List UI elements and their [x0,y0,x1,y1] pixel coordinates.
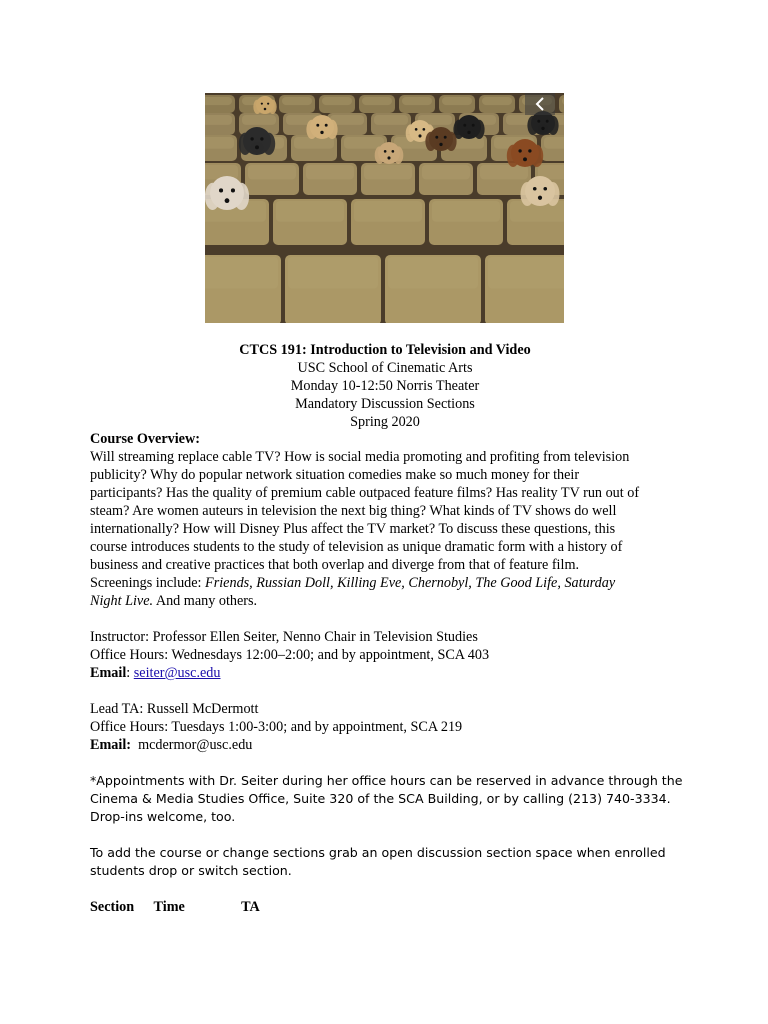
instructor-email-link[interactable]: seiter@usc.edu [133,665,221,681]
course-title: CTCS 191: Introduction to Television and Video [239,342,531,358]
theater-seat [279,95,315,113]
theater-seat [291,135,337,161]
instructor-email-line [90,664,690,682]
theater-seat [273,199,347,245]
theater-seat [205,95,235,113]
add-course-line: To add the course or change sections grab an open discussion section space when enrolled [90,845,666,860]
theater-seat [439,95,475,113]
ta-email: mcdermor@usc.edu [138,737,253,753]
theater-dogs-photo [205,93,564,323]
overview-line: publicity? Why do popular network situation comedies make so much money for their [90,467,580,483]
discussion-sections: Mandatory Discussion Sections [295,396,475,412]
add-course-line: students drop or switch section. [90,863,292,878]
theater-seat [359,95,395,113]
theater-seat [205,113,235,135]
theater-seat [319,95,355,113]
overview-line: participants? Has the quality of premium cable outpaced feature films? Has reality TV run out of [90,485,640,501]
theater-seat [385,255,481,323]
col-time: Time [153,899,185,915]
col-ta: TA [241,899,260,915]
theater-seat [507,199,564,245]
chevron-left-icon[interactable] [525,93,555,115]
theater-seat [541,135,564,161]
instructor-office-hours: Office Hours: Wednesdays 12:00–2:00; and by appointment, SCA 403 [90,647,490,663]
col-section: Section [90,899,135,915]
theater-seat [479,95,515,113]
email-label: Email [90,665,127,681]
ta-email-label: Email: [90,737,131,753]
school-name: USC School of Cinematic Arts [297,360,473,376]
theater-seat [419,163,473,195]
theater-seat [205,135,237,161]
instructor-line: Instructor: Professor Ellen Seiter, Nenno Chair in Television Studies [90,629,478,645]
appointments-line: Cinema & Media Studies Office, Suite 320 of the SCA Building, or by calling (213) 740-3334. [90,791,671,806]
overview-line: business and creative practices that both overlap and diverge from that of feature film. [90,557,580,573]
theater-seat [285,255,381,323]
appointments-line: Drop-ins welcome, too. [90,809,236,824]
overview-line: course introduces students to the study of television as unique dramatic form with a history of [90,539,623,555]
appointments-line: *Appointments with Dr. Seiter during her office hours can be reserved in advance through the [90,773,683,788]
theater-seat [205,255,281,323]
theater-seat [399,95,435,113]
theater-seat [371,113,411,135]
course-schedule: Monday 10-12:50 Norris Theater [290,378,480,394]
theater-seat [559,95,564,113]
overview-line: Will streaming replace cable TV? How is social media promoting and profiting from television [90,449,630,465]
screenings-line [90,574,690,592]
overview-heading: Course Overview: [90,431,200,447]
ta-email-line [90,736,690,754]
overview-line: steam? Are women auteurs in television the next big thing? What kinds of TV shows do well [90,503,617,519]
theater-seat [245,163,299,195]
course-term: Spring 2020 [350,414,420,430]
overview-line: internationally? How will Disney Plus affect the TV market? To discuss these questions, this [90,521,616,537]
theater-seat [351,199,425,245]
ta-line: Lead TA: Russell McDermott [90,701,259,717]
screenings-line-2 [90,592,690,610]
screenings-titles: Friends, Russian Doll, Killing Eve, Chernobyl, The Good Life, Saturday [205,575,616,591]
photo-illustration [205,93,564,323]
theater-seat [485,255,564,323]
screenings-titles-end: Night Live. [90,593,154,609]
screenings-suffix: And many others. [153,593,258,609]
ta-office-hours: Office Hours: Tuesdays 1:00-3:00; and by appointment, SCA 219 [90,719,463,735]
screenings-prefix: Screenings include: [90,575,206,591]
section-table-header [90,898,690,916]
theater-seat [429,199,503,245]
theater-seat [361,163,415,195]
email-colon: : [126,665,134,681]
theater-seat [303,163,357,195]
